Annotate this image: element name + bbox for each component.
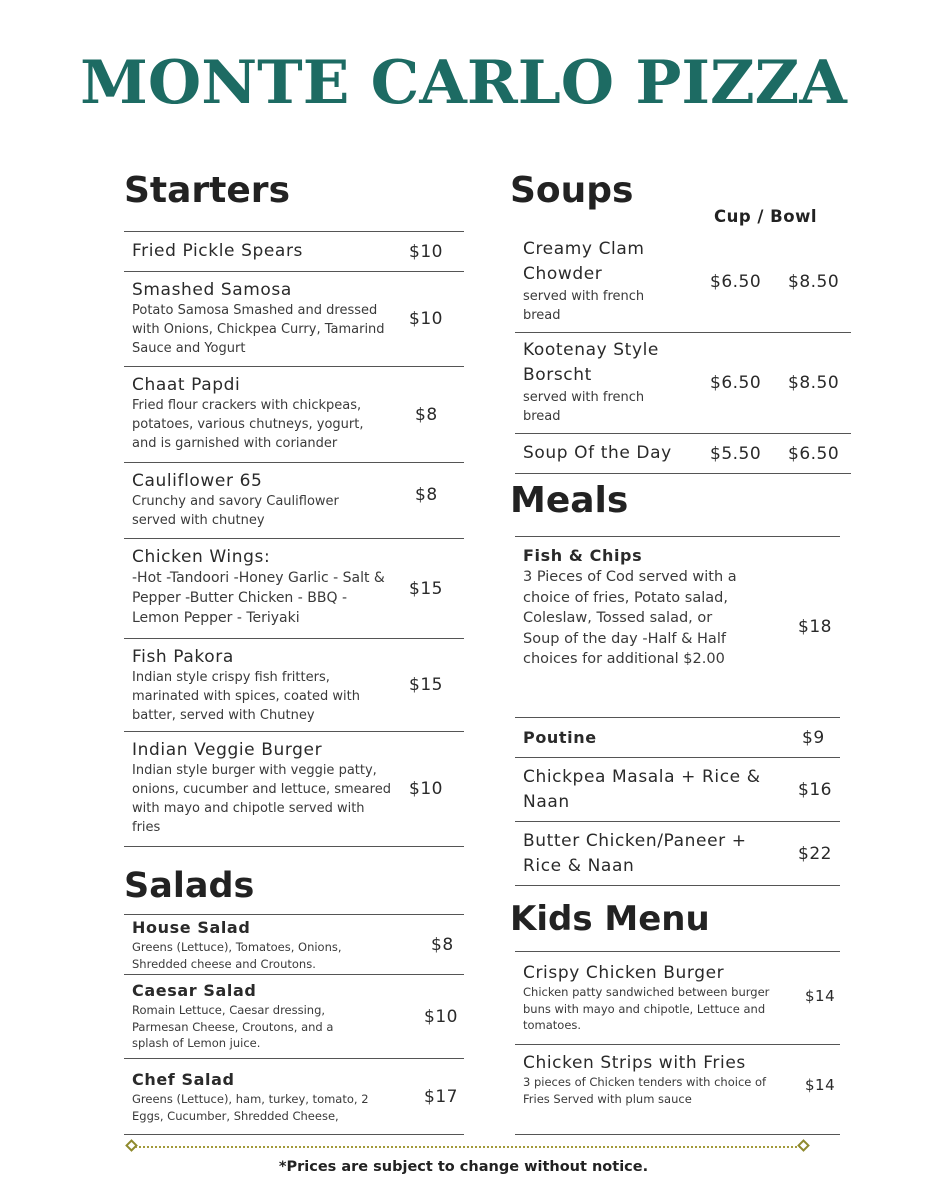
menu-item-butter-chicken: [515, 822, 840, 886]
item-price: $15: [409, 578, 443, 599]
item-description: Indian style crispy fish fritters, marinated with spices, coated with batter, served with Chutney: [132, 670, 360, 723]
item-name: Chaat Papdi: [132, 375, 241, 395]
salads-heading: Salads: [124, 866, 255, 906]
item-description: -Hot -Tandoori -Honey Garlic - Salt & Pepper -Butter Chicken - BBQ - Lemon Pepper - Teriyaki: [132, 570, 385, 626]
item-price: $18: [798, 617, 832, 637]
menu-item-fried-pickle-spears: [124, 231, 464, 272]
menu-item-house-salad: [124, 914, 464, 975]
menu-item-indian-veggie-burger: [124, 732, 464, 847]
menu-item-fish-pakora: [124, 639, 464, 732]
soups-heading: Soups: [510, 170, 634, 211]
menu-item-soup-of-the-day: [515, 434, 851, 474]
item-name: Chicken Wings:: [132, 547, 271, 567]
item-price: $9: [802, 727, 825, 748]
menu-item-fish-and-chips: [515, 536, 840, 718]
item-price: $14: [805, 987, 836, 1006]
menu-item-cauliflower-65: [124, 463, 464, 539]
menu-item-chicken-strips: [515, 1045, 840, 1135]
menu-item-chaat-papdi: [124, 367, 464, 463]
menu-item-clam-chowder: [515, 232, 851, 333]
item-name: Smashed Samosa: [132, 280, 292, 300]
divider-diamond-right-icon: [797, 1139, 810, 1152]
meals-table: [515, 536, 840, 886]
item-price: $8: [415, 484, 438, 505]
item-price: $10: [409, 241, 443, 262]
item-description: Greens (Lettuce), ham, turkey, tomato, 2 Eggs, Cucumber, Shredded Cheese,: [132, 1092, 369, 1123]
item-name: Creamy Clam Chowder: [523, 239, 645, 284]
footer-divider: [132, 1146, 804, 1148]
item-description: Fried flour crackers with chickpeas, potatoes, various chutneys, yogurt, and is garnished with coriander: [132, 398, 364, 451]
item-description: Indian style burger with veggie patty, onions, cucumber and lettuce, smeared with mayo and chipotle served with fries: [132, 763, 391, 835]
menu-item-poutine: [515, 718, 840, 758]
bowl-price: $8.50: [788, 373, 840, 393]
item-name: Butter Chicken/Paneer + Rice & Naan: [523, 831, 747, 876]
item-name: Fish Pakora: [132, 647, 234, 667]
cup-price: $5.50: [710, 443, 762, 464]
item-description: served with french bread: [523, 289, 645, 323]
item-name: Soup Of the Day: [523, 443, 672, 463]
cup-price: $6.50: [710, 373, 762, 393]
item-name: Chef Salad: [132, 1070, 235, 1089]
menu-item-caesar-salad: [124, 975, 464, 1059]
menu-item-chef-salad: [124, 1059, 464, 1135]
item-name: Cauliflower 65: [132, 471, 263, 491]
item-price: $10: [424, 1006, 458, 1027]
soups-table: [515, 232, 851, 474]
item-name: House Salad: [132, 918, 251, 937]
divider-diamond-left-icon: [125, 1139, 138, 1152]
starters-table: [124, 231, 464, 847]
item-price: $14: [805, 1076, 836, 1095]
item-description: Romain Lettuce, Caesar dressing, Parmesan Cheese, Croutons, and a splash of Lemon juice.: [132, 1003, 334, 1050]
item-price: $16: [798, 779, 832, 800]
item-price: $8: [431, 934, 454, 955]
item-name: Fried Pickle Spears: [132, 241, 303, 261]
item-price: $10: [409, 309, 443, 329]
item-description: Chicken patty sandwiched between burger buns with mayo and chipotle, Lettuce and tomatoes.: [523, 985, 770, 1032]
item-price: $8: [415, 404, 438, 425]
salads-table: [124, 914, 464, 1135]
kids-menu-heading: Kids Menu: [510, 899, 710, 939]
item-name: Chicken Strips with Fries: [523, 1053, 746, 1073]
menu-item-borscht: [515, 333, 851, 434]
menu-item-chickpea-masala: [515, 758, 840, 822]
item-price: $22: [798, 843, 832, 864]
item-name: Caesar Salad: [132, 981, 257, 1000]
cup-price: $6.50: [710, 272, 762, 292]
item-name: Poutine: [523, 728, 597, 747]
item-name: Kootenay Style Borscht: [523, 340, 659, 385]
kids-menu-table: [515, 951, 840, 1135]
item-price: $10: [409, 779, 443, 799]
bowl-price: $8.50: [788, 272, 840, 292]
item-price: $17: [424, 1086, 458, 1107]
item-description: Greens (Lettuce), Tomatoes, Onions, Shredded cheese and Croutons.: [132, 940, 342, 971]
item-name: Indian Veggie Burger: [132, 740, 323, 760]
bowl-price: $6.50: [788, 443, 840, 464]
menu-item-smashed-samosa: [124, 272, 464, 367]
item-price: $15: [409, 675, 443, 695]
starters-heading: Starters: [124, 170, 290, 211]
meals-heading: Meals: [510, 480, 629, 521]
item-description: Crunchy and savory Cauliflower served with chutney: [132, 494, 339, 528]
item-description: served with french bread: [523, 390, 645, 424]
cup-bowl-header: Cup / Bowl: [714, 207, 817, 226]
price-disclaimer: *Prices are subject to change without notice.: [278, 1159, 649, 1175]
restaurant-title: MONTE CARLO PIZZA: [80, 48, 847, 118]
menu-item-chicken-wings: [124, 539, 464, 639]
item-description: Potato Samosa Smashed and dressed with Onions, Chickpea Curry, Tamarind Sauce and Yogurt: [132, 303, 385, 356]
item-description: 3 pieces of Chicken tenders with choice of Fries Served with plum sauce: [523, 1075, 767, 1106]
item-name: Fish & Chips: [523, 546, 643, 565]
item-description: 3 Pieces of Cod served with a choice of fries, Potato salad, Coleslaw, Tossed salad, or Soup of the day -Half & Half choices for additional $2.00: [523, 569, 737, 667]
item-name: Crispy Chicken Burger: [523, 963, 725, 983]
item-name: Chickpea Masala + Rice & Naan: [523, 767, 761, 812]
menu-item-crispy-chicken-burger: [515, 951, 840, 1045]
